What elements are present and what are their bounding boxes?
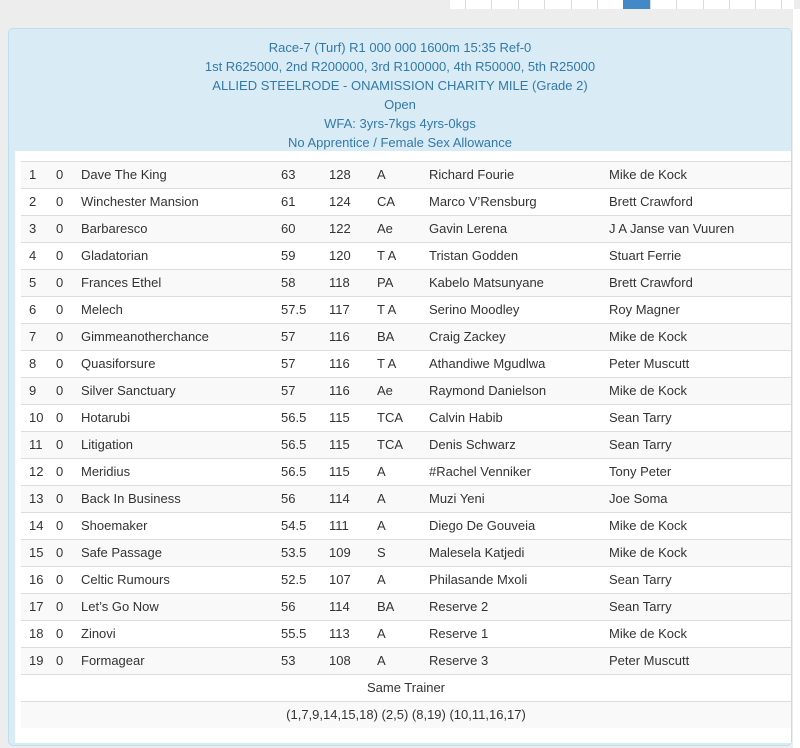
- race-title: Race-7 (Turf) R1 000 000 1600m 15:35 Ref-0: [268, 40, 532, 55]
- jockey-cell: Gavin Lerena: [421, 216, 601, 243]
- horse-name-cell: Shoemaker: [73, 513, 273, 540]
- horse-name-cell: Barbaresco: [73, 216, 273, 243]
- trainer-cell: Tony Peter: [601, 459, 791, 486]
- horse-name-cell: Silver Sanctuary: [73, 378, 273, 405]
- weight-cell: 57: [273, 378, 321, 405]
- runner-number-cell: 4: [21, 243, 48, 270]
- runner-number-cell: 15: [21, 540, 48, 567]
- draw-cell: 0: [48, 270, 73, 297]
- jockey-cell: Malesela Katjedi: [421, 540, 601, 567]
- runner-number-cell: 16: [21, 567, 48, 594]
- equipment-cell: CA: [369, 189, 421, 216]
- runner-row[interactable]: [21, 270, 791, 297]
- draw-cell: 0: [48, 216, 73, 243]
- rating-cell: 107: [321, 567, 369, 594]
- draw-cell: 0: [48, 378, 73, 405]
- race-header: [9, 29, 791, 152]
- weight-cell: 57: [273, 351, 321, 378]
- race-prize-money: 1st R625000, 2nd R200000, 3rd R100000, 4th R50000, 5th R25000: [204, 59, 596, 74]
- equipment-cell: TCA: [369, 432, 421, 459]
- runner-row[interactable]: [21, 432, 791, 459]
- race-tab[interactable]: [729, 0, 755, 9]
- equipment-cell: A: [369, 459, 421, 486]
- same-trainer-groups: (1,7,9,14,15,18) (2,5) (8,19) (10,11,16,17): [21, 702, 791, 729]
- weight-cell: 58: [273, 270, 321, 297]
- jockey-cell: #Rachel Venniker: [421, 459, 601, 486]
- race-card-panel: [8, 28, 792, 746]
- rating-cell: 116: [321, 324, 369, 351]
- runner-number-cell: 8: [21, 351, 48, 378]
- jockey-cell: Tristan Godden: [421, 243, 601, 270]
- race-tab[interactable]: [650, 0, 676, 9]
- runner-number-cell: 17: [21, 594, 48, 621]
- runner-row[interactable]: [21, 216, 791, 243]
- weight-cell: 56.5: [273, 405, 321, 432]
- runner-row[interactable]: [21, 513, 791, 540]
- jockey-cell: Athandiwe Mgudlwa: [421, 351, 601, 378]
- equipment-cell: A: [369, 486, 421, 513]
- race-wfa: WFA: 3yrs-7kgs 4yrs-0kgs: [324, 116, 476, 131]
- draw-cell: 0: [48, 513, 73, 540]
- jockey-cell: Raymond Danielson: [421, 378, 601, 405]
- equipment-cell: Ae: [369, 216, 421, 243]
- draw-cell: 0: [48, 351, 73, 378]
- trainer-cell: Mike de Kock: [601, 621, 791, 648]
- race-tab[interactable]: [755, 0, 781, 9]
- jockey-cell: Craig Zackey: [421, 324, 601, 351]
- draw-cell: 0: [48, 162, 73, 189]
- horse-name-cell: Quasiforsure: [73, 351, 273, 378]
- rating-cell: 114: [321, 486, 369, 513]
- rating-cell: 111: [321, 513, 369, 540]
- runner-number-cell: 1: [21, 162, 48, 189]
- trainer-cell: Sean Tarry: [601, 567, 791, 594]
- draw-cell: 0: [48, 432, 73, 459]
- horse-name-cell: Safe Passage: [73, 540, 273, 567]
- equipment-cell: T A: [369, 297, 421, 324]
- race-class: Open: [384, 97, 416, 112]
- rating-cell: 115: [321, 405, 369, 432]
- draw-cell: 0: [48, 621, 73, 648]
- draw-cell: 0: [48, 243, 73, 270]
- weight-cell: 52.5: [273, 567, 321, 594]
- runner-row[interactable]: [21, 594, 791, 621]
- rating-cell: 116: [321, 351, 369, 378]
- jockey-cell: Serino Moodley: [421, 297, 601, 324]
- runner-number-cell: 6: [21, 297, 48, 324]
- equipment-cell: A: [369, 648, 421, 675]
- weight-cell: 54.5: [273, 513, 321, 540]
- equipment-cell: TCA: [369, 405, 421, 432]
- horse-name-cell: Gimmeanotherchance: [73, 324, 273, 351]
- runner-row[interactable]: [21, 189, 791, 216]
- weight-cell: 63: [273, 162, 321, 189]
- horse-name-cell: Hotarubi: [73, 405, 273, 432]
- trainer-cell: Brett Crawford: [601, 270, 791, 297]
- trainer-cell: Mike de Kock: [601, 162, 791, 189]
- draw-cell: 0: [48, 486, 73, 513]
- trainer-cell: Mike de Kock: [601, 513, 791, 540]
- rating-cell: 118: [321, 270, 369, 297]
- draw-cell: 0: [48, 324, 73, 351]
- jockey-cell: Diego De Gouveia: [421, 513, 601, 540]
- rating-cell: 115: [321, 459, 369, 486]
- runner-number-cell: 19: [21, 648, 48, 675]
- draw-cell: 0: [48, 459, 73, 486]
- runner-row[interactable]: [21, 459, 791, 486]
- runner-number-cell: 7: [21, 324, 48, 351]
- weight-cell: 61: [273, 189, 321, 216]
- jockey-cell: Reserve 1: [421, 621, 601, 648]
- equipment-cell: Ae: [369, 378, 421, 405]
- equipment-cell: S: [369, 540, 421, 567]
- runner-row[interactable]: [21, 405, 791, 432]
- runner-row[interactable]: [21, 243, 791, 270]
- race-tab[interactable]: [465, 0, 491, 9]
- rating-cell: 114: [321, 594, 369, 621]
- weight-cell: 57.5: [273, 297, 321, 324]
- rating-cell: 120: [321, 243, 369, 270]
- draw-cell: 0: [48, 648, 73, 675]
- trainer-cell: Joe Soma: [601, 486, 791, 513]
- race-tab[interactable]: [518, 0, 544, 9]
- trainer-cell: Mike de Kock: [601, 540, 791, 567]
- weight-cell: 56: [273, 594, 321, 621]
- rating-cell: 122: [321, 216, 369, 243]
- rating-cell: 117: [321, 297, 369, 324]
- rating-cell: 115: [321, 432, 369, 459]
- draw-cell: 0: [48, 567, 73, 594]
- race-tab[interactable]: [597, 0, 623, 9]
- runner-row[interactable]: [21, 162, 791, 189]
- equipment-cell: BA: [369, 594, 421, 621]
- jockey-cell: Philasande Mxoli: [421, 567, 601, 594]
- horse-name-cell: Celtic Rumours: [73, 567, 273, 594]
- runner-number-cell: 10: [21, 405, 48, 432]
- draw-cell: 0: [48, 540, 73, 567]
- equipment-cell: PA: [369, 270, 421, 297]
- race-tab-active[interactable]: [623, 0, 649, 9]
- trainer-cell: Peter Muscutt: [601, 351, 791, 378]
- race-tab[interactable]: [491, 0, 517, 9]
- runner-number-cell: 13: [21, 486, 48, 513]
- equipment-cell: T A: [369, 243, 421, 270]
- rating-cell: 108: [321, 648, 369, 675]
- runners-table-container: [15, 151, 791, 743]
- runner-number-cell: 18: [21, 621, 48, 648]
- rating-cell: 128: [321, 162, 369, 189]
- trainer-cell: Mike de Kock: [601, 324, 791, 351]
- rating-cell: 109: [321, 540, 369, 567]
- jockey-cell: Kabelo Matsunyane: [421, 270, 601, 297]
- horse-name-cell: Litigation: [73, 432, 273, 459]
- trainer-cell: Peter Muscutt: [601, 648, 791, 675]
- race-name: ALLIED STEELRODE - ONAMISSION CHARITY MILE (Grade 2): [212, 78, 588, 93]
- runner-row[interactable]: [21, 540, 791, 567]
- horse-name-cell: Gladatorian: [73, 243, 273, 270]
- weight-cell: 56.5: [273, 459, 321, 486]
- runner-row[interactable]: [21, 486, 791, 513]
- runners-table: [21, 161, 791, 728]
- rating-cell: 116: [321, 378, 369, 405]
- same-trainer-heading: Same Trainer: [21, 675, 791, 702]
- runner-row[interactable]: [21, 351, 791, 378]
- draw-cell: 0: [48, 405, 73, 432]
- runner-number-cell: 5: [21, 270, 48, 297]
- trainer-cell: J A Janse van Vuuren: [601, 216, 791, 243]
- weight-cell: 55.5: [273, 621, 321, 648]
- trainer-cell: Sean Tarry: [601, 432, 791, 459]
- runner-number-cell: 11: [21, 432, 48, 459]
- equipment-cell: A: [369, 513, 421, 540]
- race-tab[interactable]: [544, 0, 570, 9]
- weight-cell: 53.5: [273, 540, 321, 567]
- horse-name-cell: Melech: [73, 297, 273, 324]
- trainer-cell: Stuart Ferrie: [601, 243, 791, 270]
- runner-row[interactable]: [21, 297, 791, 324]
- weight-cell: 53: [273, 648, 321, 675]
- jockey-cell: Marco V’Rensburg: [421, 189, 601, 216]
- equipment-cell: A: [369, 621, 421, 648]
- runner-number-cell: 2: [21, 189, 48, 216]
- runner-number-cell: 14: [21, 513, 48, 540]
- weight-cell: 56.5: [273, 432, 321, 459]
- scrollbar-gutter: [793, 9, 800, 748]
- runner-row[interactable]: [21, 648, 791, 675]
- horse-name-cell: Zinovi: [73, 621, 273, 648]
- runner-number-cell: 3: [21, 216, 48, 243]
- trainer-cell: Roy Magner: [601, 297, 791, 324]
- jockey-cell: Calvin Habib: [421, 405, 601, 432]
- weight-cell: 56: [273, 486, 321, 513]
- equipment-cell: A: [369, 162, 421, 189]
- horse-name-cell: Back In Business: [73, 486, 273, 513]
- same-trainer-heading-row: [21, 675, 791, 702]
- rating-cell: 113: [321, 621, 369, 648]
- jockey-cell: Richard Fourie: [421, 162, 601, 189]
- runner-row[interactable]: [21, 378, 791, 405]
- runner-number-cell: 12: [21, 459, 48, 486]
- horse-name-cell: Formagear: [73, 648, 273, 675]
- rating-cell: 124: [321, 189, 369, 216]
- horse-name-cell: Frances Ethel: [73, 270, 273, 297]
- runner-number-cell: 9: [21, 378, 48, 405]
- race-tab-bar: [450, 0, 794, 9]
- race-tab[interactable]: [703, 0, 729, 9]
- equipment-cell: T A: [369, 351, 421, 378]
- trainer-cell: Brett Crawford: [601, 189, 791, 216]
- race-tab[interactable]: [676, 0, 702, 9]
- weight-cell: 59: [273, 243, 321, 270]
- trainer-cell: Sean Tarry: [601, 594, 791, 621]
- trainer-cell: Sean Tarry: [601, 405, 791, 432]
- runner-row[interactable]: [21, 324, 791, 351]
- draw-cell: 0: [48, 297, 73, 324]
- jockey-cell: Reserve 3: [421, 648, 601, 675]
- jockey-cell: Denis Schwarz: [421, 432, 601, 459]
- race-tab[interactable]: [571, 0, 597, 9]
- jockey-cell: Reserve 2: [421, 594, 601, 621]
- same-trainer-groups-row: [21, 702, 791, 729]
- runner-row[interactable]: [21, 621, 791, 648]
- horse-name-cell: Let’s Go Now: [73, 594, 273, 621]
- trainer-cell: Mike de Kock: [601, 378, 791, 405]
- jockey-cell: Muzi Yeni: [421, 486, 601, 513]
- equipment-cell: A: [369, 567, 421, 594]
- horse-name-cell: Winchester Mansion: [73, 189, 273, 216]
- horse-name-cell: Meridius: [73, 459, 273, 486]
- race-allowance-note: No Apprentice / Female Sex Allowance: [287, 135, 512, 150]
- draw-cell: 0: [48, 189, 73, 216]
- draw-cell: 0: [48, 594, 73, 621]
- weight-cell: 60: [273, 216, 321, 243]
- horse-name-cell: Dave The King: [73, 162, 273, 189]
- weight-cell: 57: [273, 324, 321, 351]
- equipment-cell: BA: [369, 324, 421, 351]
- tab-bar-spacer: [450, 0, 465, 9]
- runner-row[interactable]: [21, 567, 791, 594]
